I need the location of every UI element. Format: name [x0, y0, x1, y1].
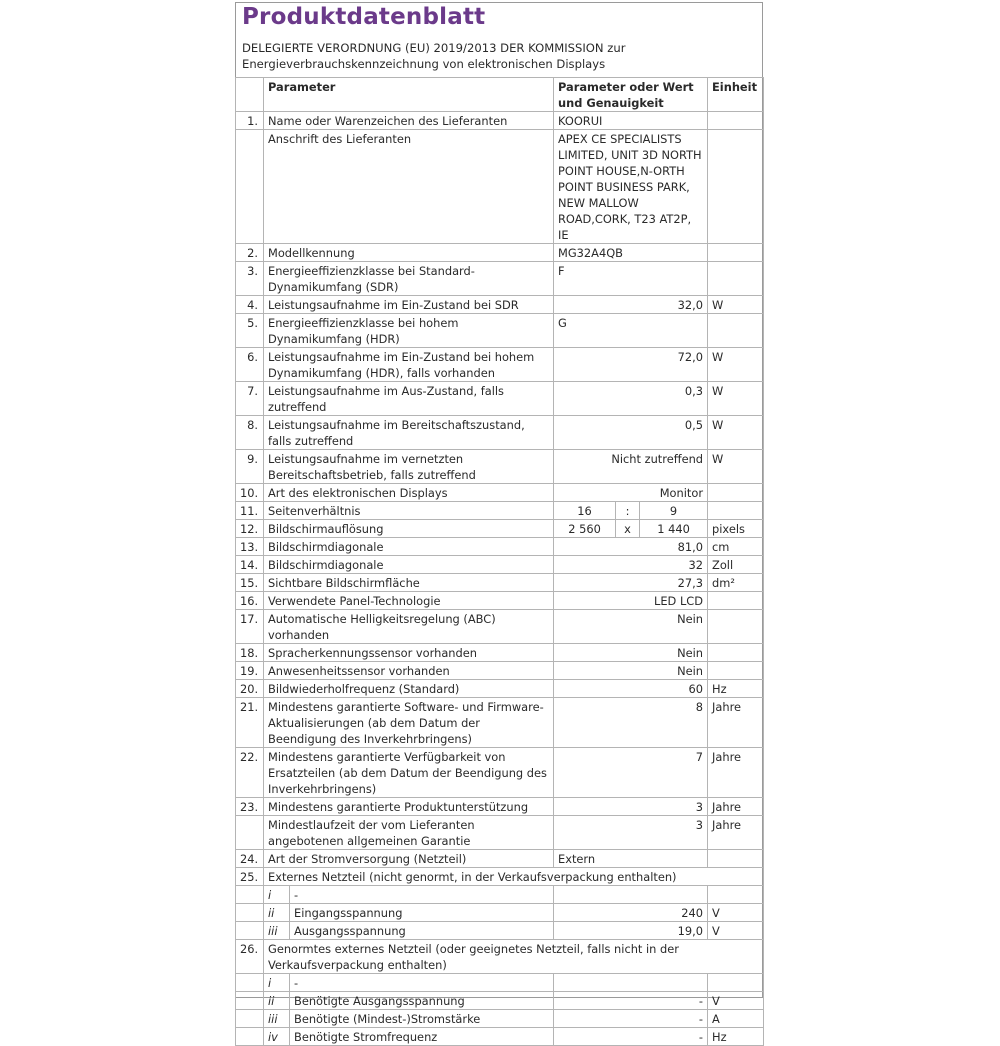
- parameter-unit: Jahre: [708, 798, 764, 816]
- row-number: [236, 1010, 264, 1028]
- table-row: [236, 698, 764, 748]
- roman-index: i: [264, 886, 290, 904]
- parameter-value: -: [554, 1028, 708, 1046]
- row-number: [236, 922, 264, 940]
- regulation-subtitle: DELEGIERTE VERORDNUNG (EU) 2019/2013 DER KOMMISSION zur Energieverbrauchskennzeichnung von elektronischen Displays: [242, 41, 626, 71]
- parameter-unit: V: [708, 922, 764, 940]
- roman-index: ii: [264, 992, 290, 1010]
- resolution-separator: x: [616, 520, 640, 538]
- parameter-unit: Jahre: [708, 816, 764, 850]
- row-number: 1.: [236, 112, 264, 130]
- parameter-label: Seitenverhältnis: [264, 502, 554, 520]
- parameter-unit: [708, 592, 764, 610]
- parameter-value: Nicht zutreffend: [554, 450, 708, 484]
- table-header-row: [236, 78, 764, 112]
- table-row: [236, 798, 764, 816]
- parameter-label: Leistungsaufnahme im Aus-Zustand, falls zutreffend: [264, 382, 554, 416]
- row-number: 2.: [236, 244, 264, 262]
- parameter-value: 27,3: [554, 574, 708, 592]
- header-parameter: Parameter: [264, 78, 554, 112]
- table-subrow: [236, 992, 764, 1010]
- parameter-label: Mindestlaufzeit der vom Lieferanten angebotenen allgemeinen Garantie: [264, 816, 554, 850]
- parameter-label: -: [290, 974, 554, 992]
- aspect-separator: :: [616, 502, 640, 520]
- parameter-label: Name oder Warenzeichen des Lieferanten: [264, 112, 554, 130]
- parameter-unit: W: [708, 296, 764, 314]
- parameter-unit: W: [708, 348, 764, 382]
- parameter-value: 8: [554, 698, 708, 748]
- row-number: 15.: [236, 574, 264, 592]
- parameter-label: Leistungsaufnahme im Bereitschaftszustand, falls zutreffend: [264, 416, 554, 450]
- parameter-unit: [708, 610, 764, 644]
- parameter-unit: [708, 112, 764, 130]
- table-row: [236, 484, 764, 502]
- table-row: [236, 662, 764, 680]
- table-row: [236, 538, 764, 556]
- row-number: 3.: [236, 262, 264, 296]
- row-number: 14.: [236, 556, 264, 574]
- parameter-unit: [708, 244, 764, 262]
- table-row: [236, 262, 764, 296]
- parameter-value: Nein: [554, 662, 708, 680]
- row-number: [236, 816, 264, 850]
- parameter-unit: W: [708, 450, 764, 484]
- row-number: 23.: [236, 798, 264, 816]
- parameter-unit: [708, 974, 764, 992]
- parameter-unit: Zoll: [708, 556, 764, 574]
- parameter-unit: [708, 662, 764, 680]
- parameter-value: -: [554, 992, 708, 1010]
- parameter-label: Mindestens garantierte Software- und Firmware-Aktualisierungen (ab dem Datum der Beendigung des Inverkehrbringens): [264, 698, 554, 748]
- resolution-height: 1 440: [640, 520, 708, 538]
- parameter-unit: Hz: [708, 1028, 764, 1046]
- table-row: [236, 574, 764, 592]
- row-number: 5.: [236, 314, 264, 348]
- parameter-value: KOORUI: [554, 112, 708, 130]
- parameter-label: Spracherkennungssensor vorhanden: [264, 644, 554, 662]
- parameter-unit: [708, 644, 764, 662]
- table-row: [236, 850, 764, 868]
- row-number: 16.: [236, 592, 264, 610]
- parameter-unit: [708, 502, 764, 520]
- row-number: 18.: [236, 644, 264, 662]
- parameter-unit: [708, 314, 764, 348]
- parameter-value: 32,0: [554, 296, 708, 314]
- table-row: [236, 416, 764, 450]
- parameter-value: F: [554, 262, 708, 296]
- row-number: 22.: [236, 748, 264, 798]
- parameter-unit: W: [708, 416, 764, 450]
- parameter-label: Benötigte Ausgangsspannung: [290, 992, 554, 1010]
- parameter-label: Leistungsaufnahme im vernetzten Bereitschaftsbetrieb, falls zutreffend: [264, 450, 554, 484]
- table-subrow: [236, 974, 764, 992]
- parameter-value: Extern: [554, 850, 708, 868]
- row-number: 26.: [236, 940, 264, 974]
- parameter-value: 19,0: [554, 922, 708, 940]
- table-row: [236, 520, 764, 538]
- parameter-value: 32: [554, 556, 708, 574]
- parameter-label: Benötigte Stromfrequenz: [290, 1028, 554, 1046]
- parameter-value: 3: [554, 798, 708, 816]
- resolution-width: 2 560: [554, 520, 616, 538]
- parameter-value: APEX CE SPECIALISTS LIMITED, UNIT 3D NORTH POINT HOUSE,N-ORTH POINT BUSINESS PARK, NEW MALLOW ROAD,CORK, T23 AT2P, IE: [554, 130, 708, 244]
- parameter-unit: [708, 262, 764, 296]
- parameter-label: Leistungsaufnahme im Ein-Zustand bei hohem Dynamikumfang (HDR), falls vorhanden: [264, 348, 554, 382]
- parameter-label: Energieeffizienzklasse bei Standard-Dynamikumfang (SDR): [264, 262, 554, 296]
- parameter-label: Bildschirmauflösung: [264, 520, 554, 538]
- row-number: 6.: [236, 348, 264, 382]
- parameter-label: Mindestens garantierte Produktunterstützung: [264, 798, 554, 816]
- row-number: 9.: [236, 450, 264, 484]
- parameter-unit: W: [708, 382, 764, 416]
- parameter-unit: pixels: [708, 520, 764, 538]
- parameter-value: Monitor: [554, 484, 708, 502]
- parameter-value: G: [554, 314, 708, 348]
- roman-index: iii: [264, 922, 290, 940]
- parameter-label: Ausgangsspannung: [290, 922, 554, 940]
- row-number: 19.: [236, 662, 264, 680]
- row-number: 21.: [236, 698, 264, 748]
- parameter-label: Bildschirmdiagonale: [264, 556, 554, 574]
- row-number: 4.: [236, 296, 264, 314]
- parameter-value: 7: [554, 748, 708, 798]
- parameter-label: Benötigte (Mindest-)Stromstärke: [290, 1010, 554, 1028]
- table-row: [236, 502, 764, 520]
- parameter-unit: [708, 850, 764, 868]
- table-subrow: [236, 886, 764, 904]
- parameter-label: Modellkennung: [264, 244, 554, 262]
- parameter-value: MG32A4QB: [554, 244, 708, 262]
- parameter-label: Anschrift des Lieferanten: [264, 130, 554, 244]
- parameter-label: Art der Stromversorgung (Netzteil): [264, 850, 554, 868]
- table-row: [236, 296, 764, 314]
- parameter-label: Sichtbare Bildschirmfläche: [264, 574, 554, 592]
- parameter-unit: [708, 130, 764, 244]
- parameter-unit: A: [708, 1010, 764, 1028]
- table-row: [236, 644, 764, 662]
- parameter-unit: [708, 484, 764, 502]
- parameter-unit: V: [708, 992, 764, 1010]
- table-row: [236, 940, 764, 974]
- parameter-unit: V: [708, 904, 764, 922]
- parameter-value: [554, 974, 708, 992]
- parameter-unit: Jahre: [708, 698, 764, 748]
- header-number-cell: [236, 78, 264, 112]
- parameter-value: Nein: [554, 644, 708, 662]
- table-row: [236, 450, 764, 484]
- row-number: [236, 1028, 264, 1046]
- roman-index: i: [264, 974, 290, 992]
- table-row: [236, 348, 764, 382]
- row-number: [236, 974, 264, 992]
- row-number: 11.: [236, 502, 264, 520]
- row-number: 24.: [236, 850, 264, 868]
- table-row: [236, 314, 764, 348]
- parameter-value: 3: [554, 816, 708, 850]
- parameter-label: Verwendete Panel-Technologie: [264, 592, 554, 610]
- header-value: Parameter oder Wert und Genauigkeit: [554, 78, 708, 112]
- parameter-value: -: [554, 1010, 708, 1028]
- parameter-label: Externes Netzteil (nicht genormt, in der Verkaufsverpackung enthalten): [264, 868, 764, 886]
- parameter-value: 240: [554, 904, 708, 922]
- parameter-value: [554, 886, 708, 904]
- header-unit: Einheit: [708, 78, 764, 112]
- row-number: 12.: [236, 520, 264, 538]
- table-row: [236, 244, 764, 262]
- row-number: 17.: [236, 610, 264, 644]
- parameter-label: Anwesenheitssensor vorhanden: [264, 662, 554, 680]
- roman-index: iv: [264, 1028, 290, 1046]
- row-number: [236, 886, 264, 904]
- parameter-label: Automatische Helligkeitsregelung (ABC) vorhanden: [264, 610, 554, 644]
- datasheet-table: [235, 77, 764, 1046]
- parameter-value: 81,0: [554, 538, 708, 556]
- row-number: 25.: [236, 868, 264, 886]
- aspect-width: 16: [554, 502, 616, 520]
- parameter-unit: cm: [708, 538, 764, 556]
- row-number: 20.: [236, 680, 264, 698]
- row-number: [236, 130, 264, 244]
- table-row: [236, 816, 764, 850]
- parameter-label: -: [290, 886, 554, 904]
- parameter-unit: Jahre: [708, 748, 764, 798]
- table-row: [236, 382, 764, 416]
- table-row: [236, 592, 764, 610]
- table-subrow: [236, 904, 764, 922]
- table-subrow: [236, 922, 764, 940]
- aspect-height: 9: [640, 502, 708, 520]
- parameter-label: Genormtes externes Netzteil (oder geeignetes Netzteil, falls nicht in der Verkaufsverpackung enthalten): [264, 940, 764, 974]
- parameter-label: Bildschirmdiagonale: [264, 538, 554, 556]
- row-number: [236, 904, 264, 922]
- parameter-unit: dm²: [708, 574, 764, 592]
- page-title: Produktdatenblatt: [242, 4, 486, 30]
- table-row: [236, 868, 764, 886]
- row-number: [236, 992, 264, 1010]
- row-number: 10.: [236, 484, 264, 502]
- table-row: [236, 130, 764, 244]
- table-subrow: [236, 1010, 764, 1028]
- parameter-value: 0,5: [554, 416, 708, 450]
- parameter-unit: Hz: [708, 680, 764, 698]
- parameter-value: LED LCD: [554, 592, 708, 610]
- parameter-label: Leistungsaufnahme im Ein-Zustand bei SDR: [264, 296, 554, 314]
- table-subrow: [236, 1028, 764, 1046]
- parameter-label: Eingangsspannung: [290, 904, 554, 922]
- parameter-value: 60: [554, 680, 708, 698]
- parameter-value: 0,3: [554, 382, 708, 416]
- row-number: 7.: [236, 382, 264, 416]
- roman-index: iii: [264, 1010, 290, 1028]
- table-row: [236, 556, 764, 574]
- row-number: 13.: [236, 538, 264, 556]
- table-row: [236, 112, 764, 130]
- parameter-value: Nein: [554, 610, 708, 644]
- roman-index: ii: [264, 904, 290, 922]
- parameter-label: Mindestens garantierte Verfügbarkeit von Ersatzteilen (ab dem Datum der Beendigung des Inverkehrbringens): [264, 748, 554, 798]
- parameter-label: Energieeffizienzklasse bei hohem Dynamikumfang (HDR): [264, 314, 554, 348]
- parameter-unit: [708, 886, 764, 904]
- parameter-label: Art des elektronischen Displays: [264, 484, 554, 502]
- row-number: 8.: [236, 416, 264, 450]
- parameter-value: 72,0: [554, 348, 708, 382]
- table-row: [236, 748, 764, 798]
- table-row: [236, 680, 764, 698]
- parameter-label: Bildwiederholfrequenz (Standard): [264, 680, 554, 698]
- table-row: [236, 610, 764, 644]
